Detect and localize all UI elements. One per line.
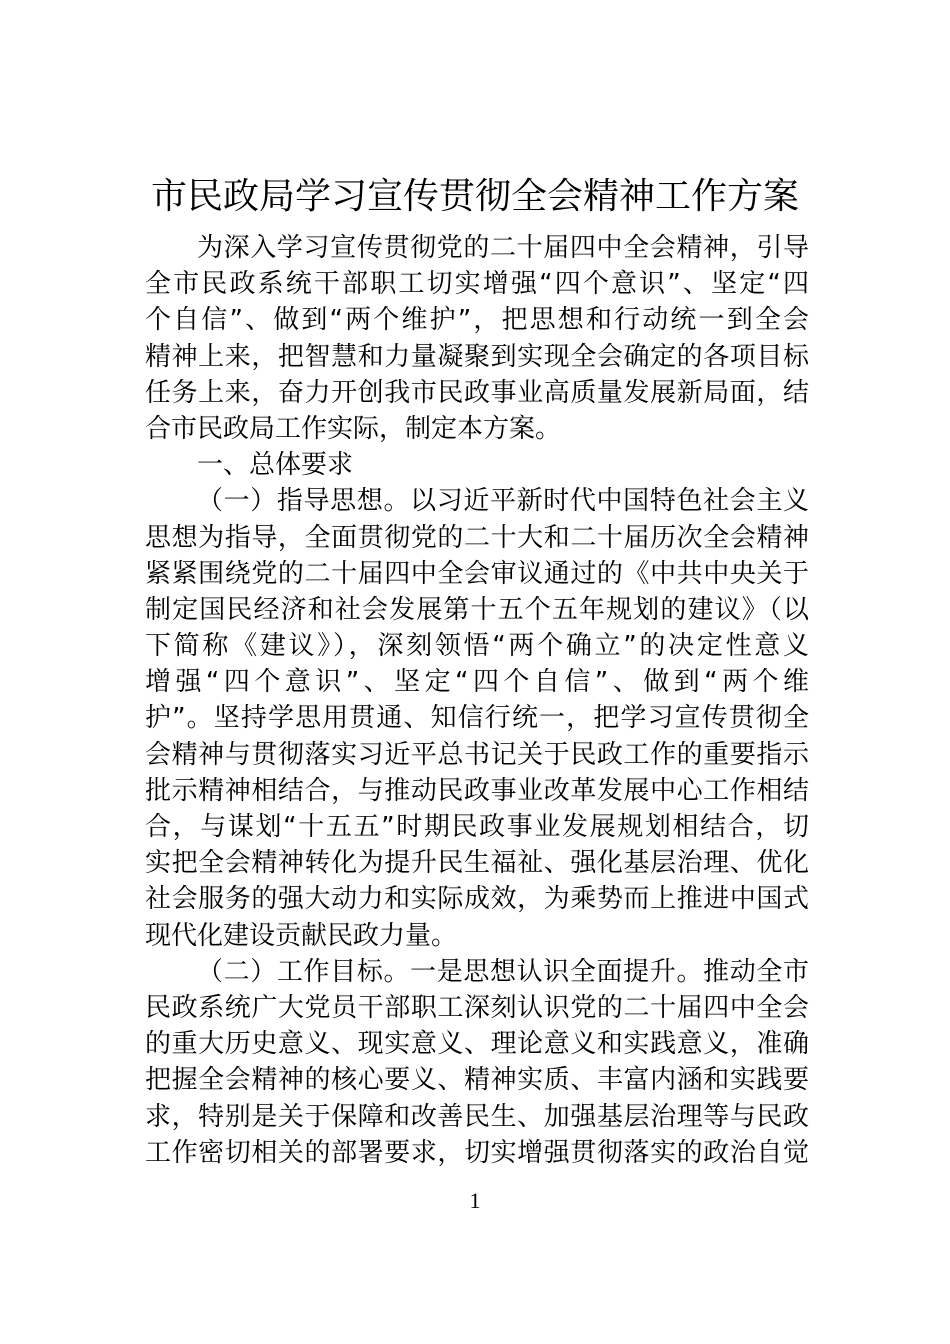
text-line: 的重大历史意义、现实意义、理论意义和实践意义，准确 bbox=[145, 1029, 809, 1060]
text-line: 求，特别是关于保障和改善民生、加强基层治理等与民政 bbox=[145, 1101, 809, 1132]
text-line: 把握全会精神的核心要义、精神实质、丰富内涵和实践要 bbox=[145, 1065, 809, 1096]
text-line: 思想为指导，全面贯彻党的二十大和二十届历次全会精神 bbox=[145, 522, 809, 553]
text-line: 精神上来，把智慧和力量凝聚到实现全会确定的各项目标 bbox=[145, 341, 809, 372]
text-line: 为深入学习宣传贯彻党的二十届四中全会精神，引导 bbox=[197, 233, 809, 263]
page-number: 1 bbox=[469, 1188, 481, 1213]
text-line: 全市民政系统干部职工切实增强“四个意识”、坚定“四 bbox=[145, 269, 809, 300]
section-heading: 一、总体要求 bbox=[197, 450, 354, 481]
text-line: 现代化建设贡献民政力量。 bbox=[145, 920, 458, 951]
text-line: 批示精神相结合，与推动民政事业改革发展中心工作相结 bbox=[145, 775, 809, 806]
text-line: 任务上来，奋力开创我市民政事业高质量发展新局面，结 bbox=[145, 377, 809, 408]
text-line: 合，与谋划“十五五”时期民政事业发展规划相结合，切 bbox=[145, 812, 809, 842]
text-line: 工作密切相关的部署要求，切实增强贯彻落实的政治自觉 bbox=[145, 1137, 809, 1168]
text-line: 护”。坚持学思用贯通、知信行统一，把学习宣传贯彻全 bbox=[145, 703, 809, 734]
text-line: （一）指导思想。以习近平新时代中国特色社会主义 bbox=[197, 486, 809, 517]
text-line: 下简称《建议》），深刻领悟“两个确立”的决定性意义 bbox=[145, 631, 809, 662]
text-line: 增强“四个意识”、坚定“四个自信”、做到“两个维 bbox=[145, 667, 809, 698]
text-line: 紧紧围绕党的二十届四中全会审议通过的《中共中央关于 bbox=[145, 558, 809, 589]
text-line: 会精神与贯彻落实习近平总书记关于民政工作的重要指示 bbox=[145, 739, 809, 770]
text-line: 民政系统广大党员干部职工深刻认识党的二十届四中全会 bbox=[145, 992, 809, 1023]
text-line: 合市民政局工作实际，制定本方案。 bbox=[145, 413, 562, 444]
text-line: 实把全会精神转化为提升民生福祉、强化基层治理、优化 bbox=[145, 848, 809, 879]
text-line: （二）工作目标。一是思想认识全面提升。推动全市 bbox=[197, 956, 809, 987]
document-body bbox=[145, 230, 809, 1171]
text-line: 个自信”、做到“两个维护”，把思想和行动统一到全会 bbox=[145, 305, 809, 336]
text-line: 社会服务的强大动力和实际成效，为乘势而上推进中国式 bbox=[145, 884, 809, 915]
text-line: 制定国民经济和社会发展第十五个五年规划的建议》（以 bbox=[145, 594, 809, 625]
document-title: 市民政局学习宣传贯彻全会精神工作方案 bbox=[150, 176, 799, 217]
